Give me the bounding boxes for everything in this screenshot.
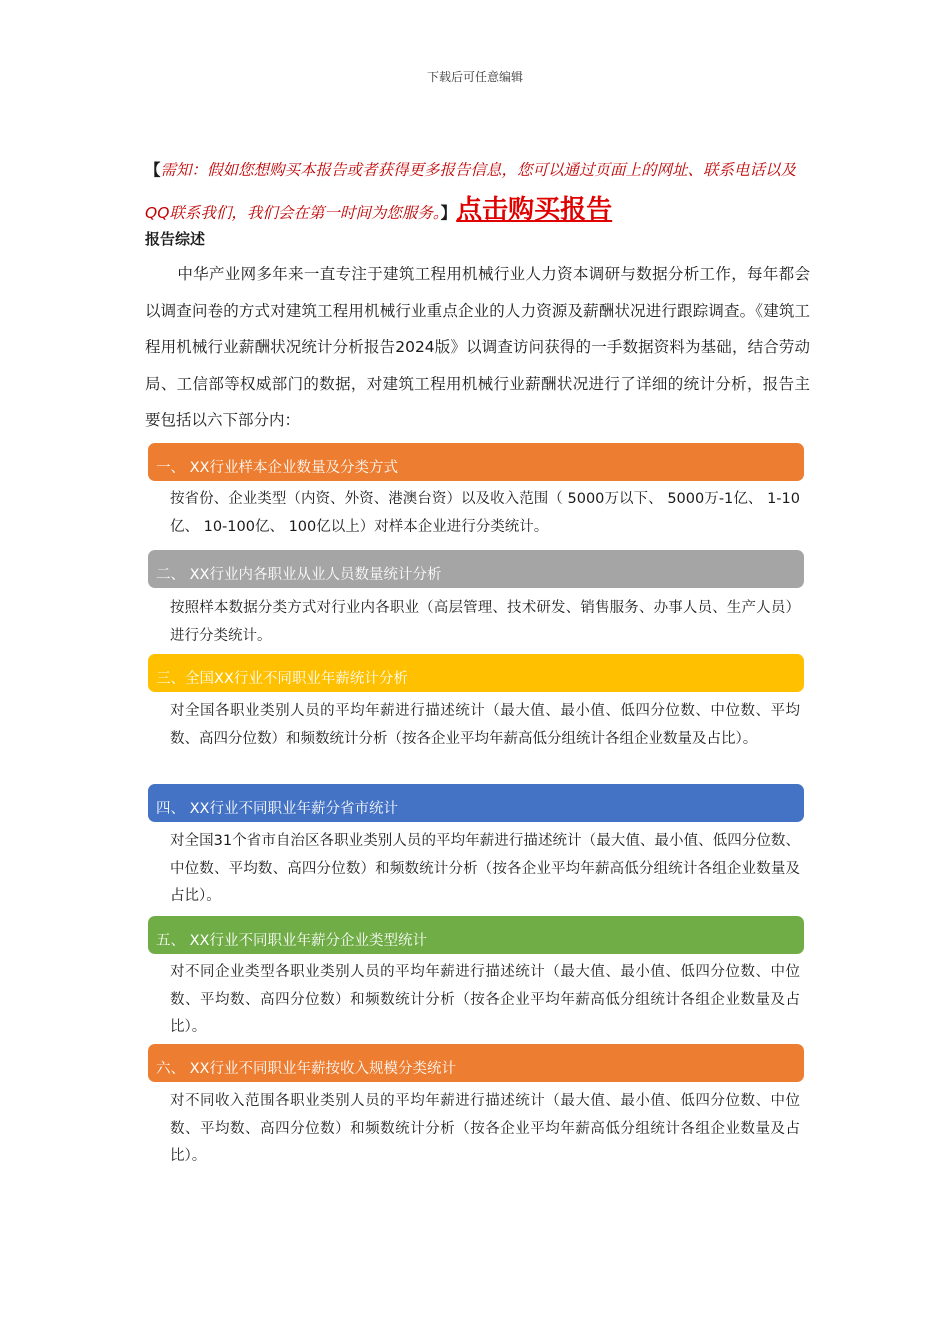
section-desc-1: 按省份、企业类型（内资、外资、港澳台资）以及收入范围（ 5000万以下、 5000万-1亿、 1-10亿、 10-100亿、 100亿以上）对样本企业进行分类统计。 xyxy=(170,491,800,535)
section-desc-2: 按照样本数据分类方式对行业内各职业（高层管理、技术研发、销售服务、办事人员、生产人员）进行分类统计。 xyxy=(170,600,800,644)
section-bar-4: 四、 XX行业不同职业年薪分省市统计 xyxy=(148,784,804,822)
section-desc-6: 对不同收入范围各职业类别人员的平均年薪进行描述统计（最大值、最小值、低四分位数、中位数、平均数、高四分位数）和频数统计分析（按各企业平均年薪高低分组统计各组企业数量及占比）。 xyxy=(170,1093,800,1164)
buy-report-link[interactable]: 点击购买报告 xyxy=(456,195,613,225)
notice-open-bracket: 【 xyxy=(145,161,161,179)
section-bar-3: 三、全国XX行业不同职业年薪统计分析 xyxy=(148,654,804,692)
section-bar-2: 二、 XX行业内各职业从业人员数量统计分析 xyxy=(148,550,804,588)
section-bar-1: 一、 XX行业样本企业数量及分类方式 xyxy=(148,443,804,481)
intro-paragraph xyxy=(145,256,810,439)
section-bar-5: 五、 XX行业不同职业年薪分企业类型统计 xyxy=(148,916,804,954)
header-note: 下载后可任意编辑 xyxy=(426,70,523,84)
notice-close-bracket: 】 xyxy=(440,204,457,222)
section-desc-4: 对全国31个省市自治区各职业类别人员的平均年薪进行描述统计（最大值、最小值、低四分位数、中位数、平均数、高四分位数）和频数统计分析（按各企业平均年薪高低分组统计各组企业数量及占比）。 xyxy=(170,833,800,904)
notice-text: 需知：假如您想购买本报告或者获得更多报告信息，您可以通过页面上的网址、联系电话以及QQ联系我们，我们会在第一时间为您服务。 xyxy=(145,161,797,222)
section-desc-5: 对不同企业类型各职业类别人员的平均年薪进行描述统计（最大值、最小值、低四分位数、中位数、平均数、高四分位数）和频数统计分析（按各企业平均年薪高低分组统计各组企业数量及占比）。 xyxy=(170,964,800,1035)
overview-heading: 报告综述 xyxy=(145,230,206,248)
section-desc-3: 对全国各职业类别人员的平均年薪进行描述统计（最大值、最小值、低四分位数、中位数、平均数、高四分位数）和频数统计分析（按各企业平均年薪高低分组统计各组企业数量及占比）。 xyxy=(170,703,800,747)
intro-text: 中华产业网多年来一直专注于建筑工程用机械行业人力资本调研与数据分析工作，每年都会以调查问卷的方式对建筑工程用机械行业重点企业的人力资源及薪酬状况进行跟踪调查。《建筑工程用机械行业薪酬状况统计分析报告2024版》以调查访问获得的一手数据资料为基础，结合劳动局、工信部等权威部门的数据，对建筑工程用机械行业薪酬状况进行了详细的统计分析，报告主要包括以六下部分内： xyxy=(145,265,810,429)
section-bar-6: 六、 XX行业不同职业年薪按收入规模分类统计 xyxy=(148,1044,804,1082)
purchase-notice xyxy=(145,150,815,233)
